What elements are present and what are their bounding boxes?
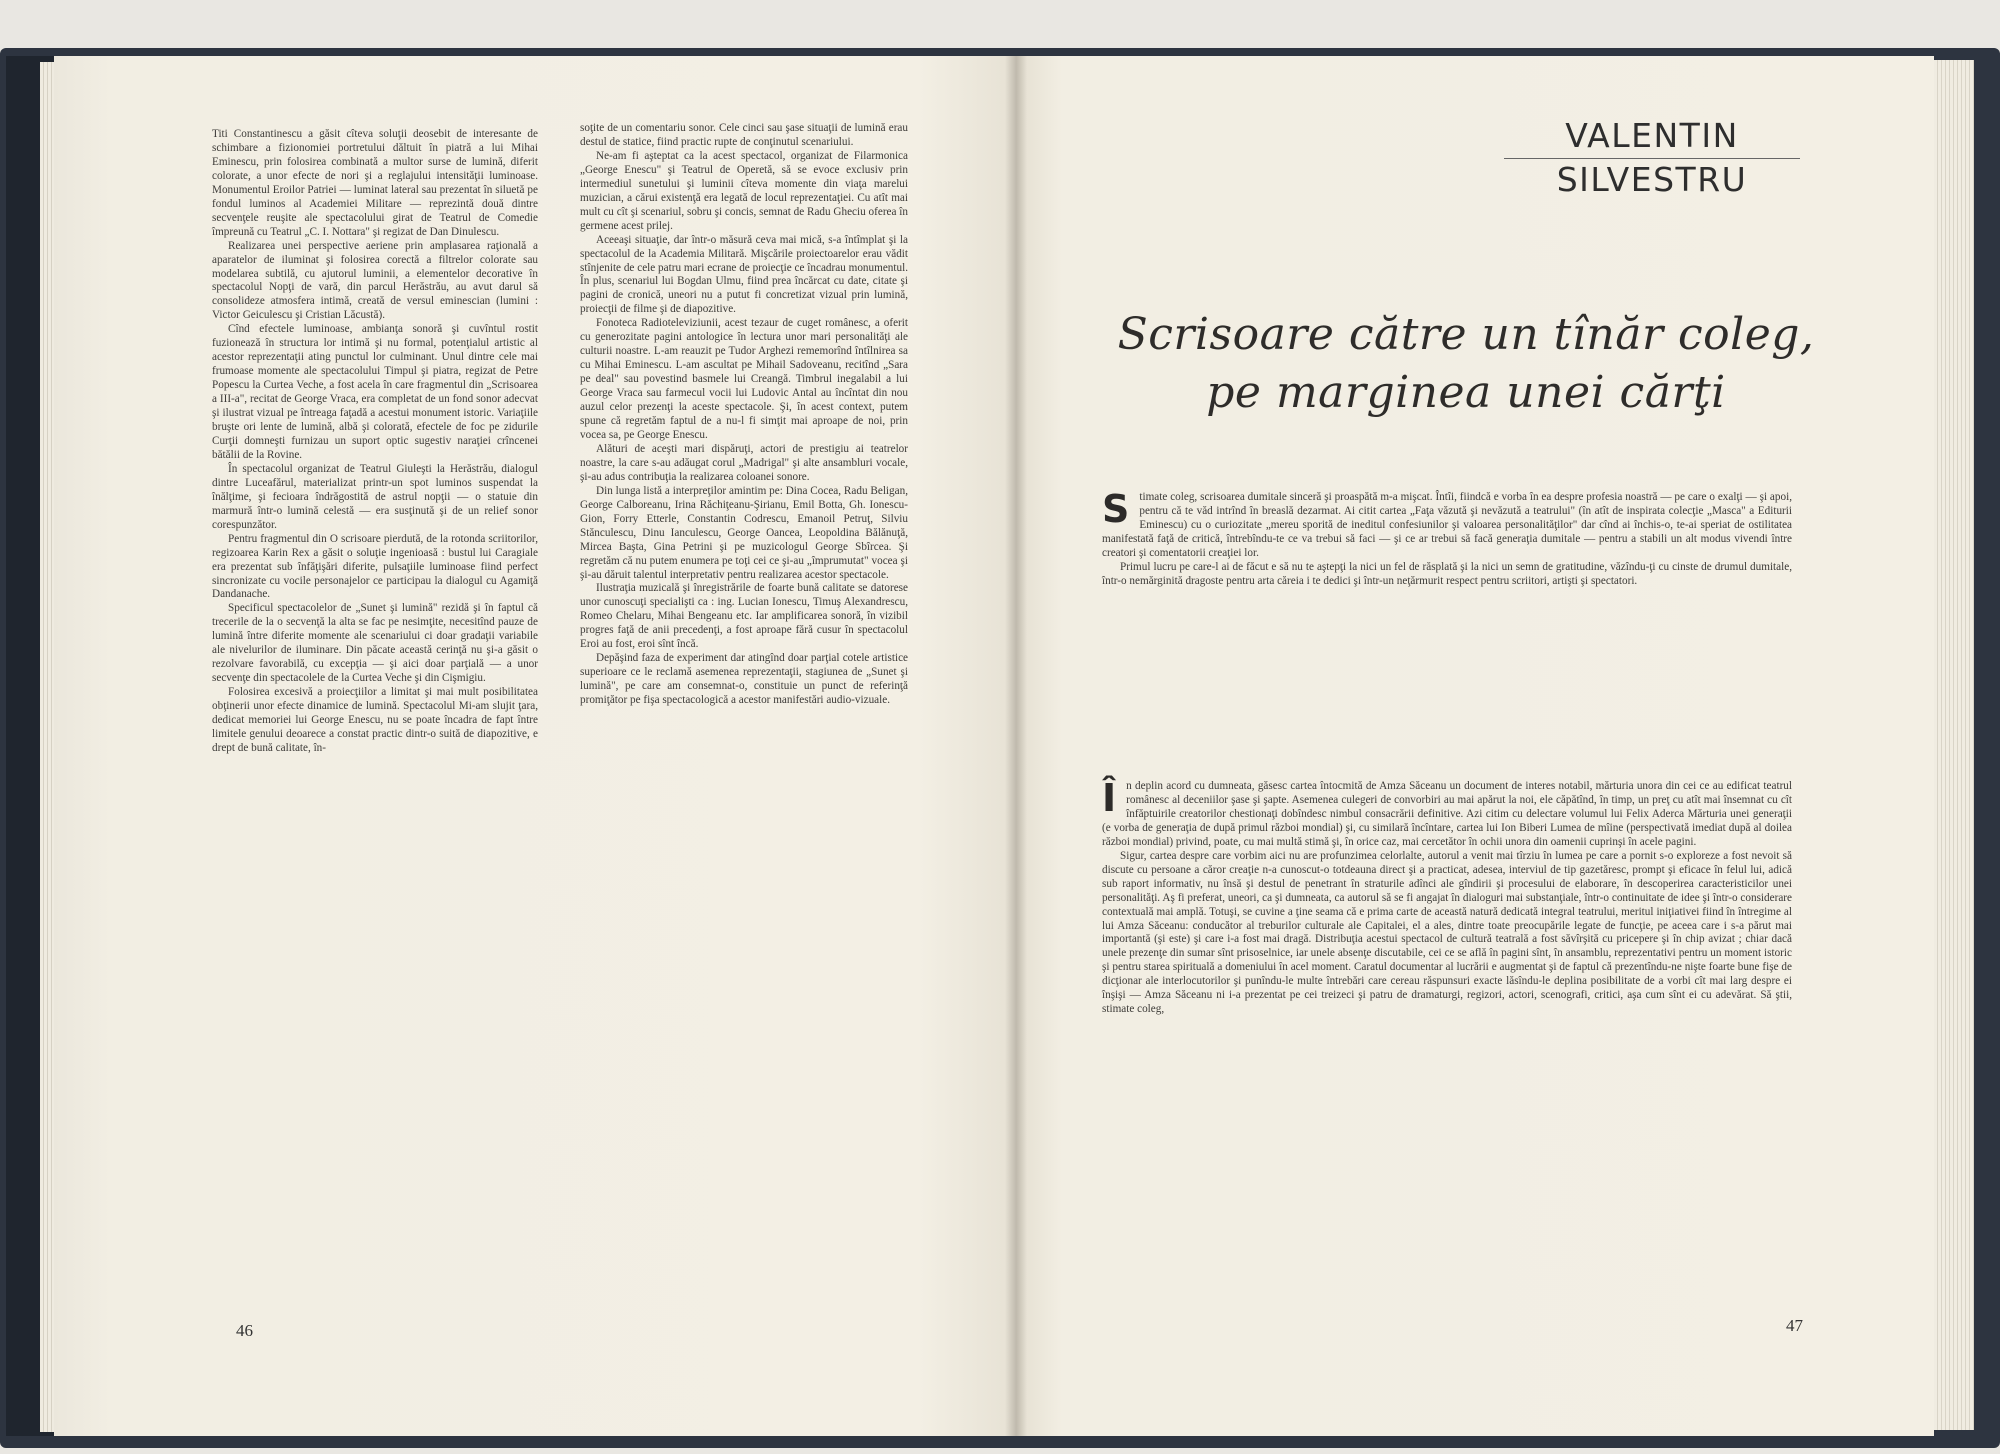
drop-cap: Î: [1102, 776, 1117, 820]
right-page-edges: [1934, 60, 1974, 1430]
page-number-right: 47: [1786, 1316, 1803, 1335]
author-divider: [1504, 158, 1800, 159]
paragraph: Cînd efectele luminoase, ambianţa sonoră şi cuvîntul rostit fuzionează în structura lor intimă şi nu formal, potenţialul artistic al acestor reprezentaţii ating punctul lor culminant. Unul dintre cele mai frumoase momente ale spectacolului Timpul şi piatra, regizat de Petre Popescu la Curtea Veche, a fost acela în care fragmentul din „Scrisoarea a III-a", recitat de George Vraca, era completat de un fond sonor adecvat şi ilustrat vizual pe întreaga faţadă a acestui monument istoric. Variaţiile bruşte ori lente de lumină, albă şi colorată, efectele de foc pe zidurile Curţii domneşti furnizau un suport optic sugestiv naraţiei crîncenei bătălii de la Rovine.: [212, 323, 538, 461]
paragraph: Folosirea excesivă a proiecţiilor a limitat şi mai mult posibilitatea obţinerii unor efecte dinamice de lumină. Spectacolul Mi-am slujit ţara, dedicat memoriei lui George Enescu, nu se poate încadra de fapt între limitele genului deoarece a constat practic dintr-o suită de diapozitive, e drept de bună calitate, în-: [212, 686, 538, 754]
book-gutter: [1005, 56, 1027, 1436]
paragraph: Aceeaşi situaţie, dar într-o măsură ceva mai mică, s-a întîmplat şi la spectacolul de la Academia Militară. Mişcările proiectoarelor erau vădit stînjenite de cele patru mari ecrane de proiecţie ce încadrau monumentul. În plus, scenariul lui Bogdan Ulmu, fiind prea încărcat cu date, citate şi pagini de cronică, uneori nu a putut fi concretizat vizual prin lumină, proiecţii de filme şi de diapozitive.: [580, 233, 908, 316]
paragraph: soţite de un comentariu sonor. Cele cinci sau şase situaţii de lumină erau destul de statice, fiind practic rupte de conţinutul scenariului.: [580, 122, 908, 148]
author-last-name: SILVESTRU: [1556, 160, 1748, 199]
paragraph: Din lunga listă a interpreţilor amintim pe: Dina Cocea, Radu Beligan, George Calboreanu, Irina Răchiţeanu-Şirianu, Emil Botta, Gh. Ionescu-Gion, Forry Etterle, Constantin Codrescu, Emanoil Petruţ, Silviu Stănculescu, Dinu Ianculescu, George Oancea, Leopoldina Bălănuţă, Mircea Başta, Gina Petrini şi pe muzicologul George Sbîrcea. Şi regretăm că nu putem enumera pe toţi cei ce şi-au „împrumutat" vocea şi şi-au dăruit talentul interpretativ pentru realizarea acestor spectacole.: [580, 484, 908, 581]
paragraph: [1102, 776, 1792, 850]
paragraph: Sigur, cartea despre care vorbim aici nu are profunzimea celorlalte, autorul a venit mai tîrziu în lumea pe care a pornit s-o exploreze a fost nevoit să discute cu persoane a căror creaţie n-a cunoscut-o totdeauna direct şi a practicat, adesea, interviul de tip gazetăresc, prompt şi eficace în felul lui, adică sub raport informativ, nu însă şi destul de penetrant în straturile adînci ale gîndirii şi procesului de elaborare, în descoperirea caracteristicilor unei personalităţi. Aş fi preferat, uneori, ca şi dumneata, ca autorul să se fi angajat în dialoguri mai substanţiale, într-o continuitate de idee şi într-o considerare contextuală mai amplă. Totuşi, se cuvine a ţine seama că e prima carte de această natură dedicată integral teatrului, meritul iniţiativei fiind în întregime al lui Amza Săceanu: conducător al treburilor culturale ale Capitalei, el a ales, dintre toate preocupările legate de funcţie, pe aceea care i s-a părut mai importantă (şi este) şi care i-a fost mai dragă. Distribuţia acestui spectacol de cultură teatrală a fost săvîrşită cu pricepere şi în chip avizat ; chiar dacă unele prezenţe din sumar sînt prisoselnice, iar unele absenţe discutabile, cei ce se află în pagini sînt, în ansamblu, reprezentativi pentru un moment istoric şi pentru starea spirituală a domeniului în acel moment. Caratul documentar al lucrării e augmentat şi de faptul că prezentîndu-ne nişte foarte bune fişe de dicţionar ale interlocutorilor şi punîndu-le multe întrebări care cereau răspunsuri exacte lăsîndu-le deplina posibilitate de a vorbi cît mai larg despre ei înşişi — Amza Săceanu ni i-a prezentat pe cei treizeci şi patru de dramaturgi, regizori, actori, scenografi, critici, aşa cum sînt ei cu adevărat. Să ştii, stimate coleg,: [1102, 849, 1792, 1016]
left-column-1: [212, 128, 538, 756]
paragraph-text: n deplin acord cu dumneata, găsesc cartea întocmită de Amza Săceanu un document de interes notabil, mărturia unora din cei ce au edificat teatrul românesc al deceniilor şase şi şapte. Asemenea culegeri de convorbiri au mai apărut la noi, ele căpătînd, în timp, un preţ cu atît mai însemnat cu cît înfăptuirile creatorilor chestionaţi dobîndesc nimbul consacrării definitive. Azi citim cu delectare volumul lui Felix Aderca Mărturia unei generaţii (e vorba de generaţia de după primul război mondial) şi, cu similară încîntare, cartea lui Ion Biberi Lumea de mîine (perspectivată imediat după al doilea război mondial) privind, poate, cu mai multă stimă şi, în orice caz, mai cercetător în ochii unora din oamenii cuprinşi în acele pagini.: [1102, 780, 1792, 848]
title-line-1: Scrisoare către un tînăr coleg,: [1117, 309, 1815, 360]
paragraph: În spectacolul organizat de Teatrul Giuleşti la Herăstrău, dialogul dintre Luceafărul, materializat printr-un spot luminos suspendat la înălţime, şi fecioara îndrăgostită de astrul nopţii — o statuie din marmură într-o lumină celestă — era susţinută şi de un relief sonor corespunzător.: [212, 462, 538, 531]
paragraph: Specificul spectacolelor de „Sunet şi lumină" rezidă şi în faptul că trecerile de la o secvenţă la alta se fac pe nesimţite, necesitînd pauze de lumină între diferite momente ale scenariului ci doar gradaţii variabile ale nivelurilor de iluminare. Din păcate această cerinţă nu şi-a găsit o rezolvare favorabilă, cu excepţia — şi aici doar parţială — a unor secvenţe din spectacolele de la Curtea Veche şi din Cişmigiu.: [212, 602, 538, 685]
paragraph: Pentru fragmentul din O scrisoare pierdută, de la rotonda scriitorilor, regizoarea Karin Rex a găsit o soluţie ingenioasă : bustul lui Caragiale era prezentat sub înfăţişări diferite, pulsaţiile luminoase fiind perfect sincronizate cu vocile personajelor ce participau la dialogul cu Agamiţă Dandanache.: [212, 532, 538, 601]
letter-body: [1102, 776, 1792, 1017]
paragraph-text: timate coleg, scrisoarea dumitale sinceră şi proaspătă m-a mişcat. Întîi, fiindcă e vorba în ea despre profesia noastră — pe care o exalţi — şi apoi, pentru că te văd intrînd în breaslă dezarmat. Ai citit cartea „Faţa văzută şi nevăzută a teatrului" (în atît de inspirata colecţie „Masca" a Editurii Eminescu) cu o curiozitate „mereu sporită de ineditul confesiunilor şi valoarea personalităţilor" dar cînd ai închis-o, te-ai speriat de ostilitatea manifestată faţă de critică, întrebîndu-te ce va trebui să faci — şi ce ar trebui să facă generaţia dumitale — pentru a stabili un alt modus vivendi între creatori şi comentatorii creaţiei lor.: [1102, 491, 1792, 559]
paragraph: [1102, 487, 1792, 561]
paragraph: Ilustraţia muzicală şi înregistrările de foarte bună calitate se datorese unor cunoscuţi specialişti ca : ing. Lucian Ionescu, Timuş Alexandrescu, Romeo Chelaru, Mihai Bengeanu etc. Iar amplificarea sonoră, în vizibil progres faţă de anii precedenţi, a fost aproape fără cusur în spectacolul Eroi au fost, eroi sînt încă.: [580, 582, 908, 651]
paragraph: Ne-am fi aşteptat ca la acest spectacol, organizat de Filarmonica „George Enescu" şi Teatrul de Operetă, să se evoce exclusiv prin intermediul sunetului şi luminii cîteva momente din viaţa marelui muzician, a cărui existenţă era legată de locul reprezentaţiei. Cu atît mai mult cu cît şi scenariul, sobru şi concis, semnat de Radu Gheciu oferea în germene acest prilej.: [580, 149, 908, 232]
paragraph: Depăşind faza de experiment dar atingînd doar parţial cotele artistice superioare ce le reclamă asemenea reprezentaţii, stagiunea de „Sunet şi lumină", pe care am consemnat-o, constituie un punct de referinţă promiţător pe fişa spectacologică a acestor manifestări audio-vizuale.: [580, 652, 908, 707]
page-number-left: 46: [236, 1321, 253, 1340]
paragraph: Fonoteca Radioteleviziunii, acest tezaur de cuget românesc, a oferit cu generozitate pagini antologice în lectura unor mari personalităţi ale culturii noastre. L-am reauzit pe Tudor Arghezi rememorînd întîlnirea sa cu Mihai Eminescu. L-am ascultat pe Mihail Sadoveanu, recitînd „Sara pe deal" sau povestind basmele lui Creangă. Timbrul inegalabil a lui George Vraca sau farmecul vocii lui Ludovic Antal au încîntat din nou auzul celor prezenţi la aceste spectacole. Şi, în acest context, putem spune că regretăm faptul de a nu-l fi simţit mai aproape de noi, prin vocea sa, pe George Enescu.: [580, 317, 908, 441]
paragraph: Realizarea unei perspective aeriene prin amplasarea raţională a aparatelor de iluminat şi folosirea corectă a filtrelor colorate sau modelarea subtilă, cu ajutorul luminii, a elementelor decorative în spectacolul Nopţi de vară, din parcul Herăstrău, au avut darul să consolideze atmosfera intimă, creată de versul eminescian (lumini : Victor Geiculescu şi Cristian Lăcustă).: [212, 239, 538, 322]
author-heading: [1504, 116, 1800, 200]
left-column-2: [580, 122, 908, 708]
title-line-2: pe marginea unei cărţi: [1206, 367, 1726, 418]
letter-opening: [1102, 487, 1792, 589]
drop-cap: S: [1102, 487, 1130, 531]
author-first-name: VALENTIN: [1565, 116, 1739, 155]
left-page: [54, 56, 1016, 1436]
paragraph: Alături de aceşti mari dispăruţi, actori de prestigiu ai teatrelor noastre, la care s-au adăugat corul „Madrigal" şi alte ansambluri vocale, şi-au adus contribuţia la realizarea coloanei sonore.: [580, 442, 908, 483]
paragraph: Primul lucru pe care-l ai de făcut e să nu te aştepţi la nici un fel de răsplată şi la nici un semn de gratitudine, văzîndu-ţi cu cinste de drumul dumitale, într-o nemărginită dragoste pentru arta căreia i te dedici şi într-un neţărmurit respect pentru scriitori, artişti şi spectatori.: [1102, 560, 1792, 587]
paragraph: Titi Constantinescu a găsit cîteva soluţii deosebit de interesante de schimbare a fizionomiei portretului dăltuit în piatră a lui Mihai Eminescu, prin folosirea combinată a multor surse de lumină, diferit colorate, a unor efecte de nori şi a reglajului intensităţii luminoase. Monumentul Eroilor Patriei — luminat lateral sau prezentat în siluetă pe fondul luminos al Academiei Militare — reprezintă două dintre secvenţele reuşite ale spectacolului girat de Teatrul de Comedie împreună cu Teatrul „C. I. Nottara" şi regizat de Dan Dinulescu.: [212, 128, 538, 238]
article-title: [1076, 306, 1856, 422]
right-page: [1016, 56, 1934, 1436]
